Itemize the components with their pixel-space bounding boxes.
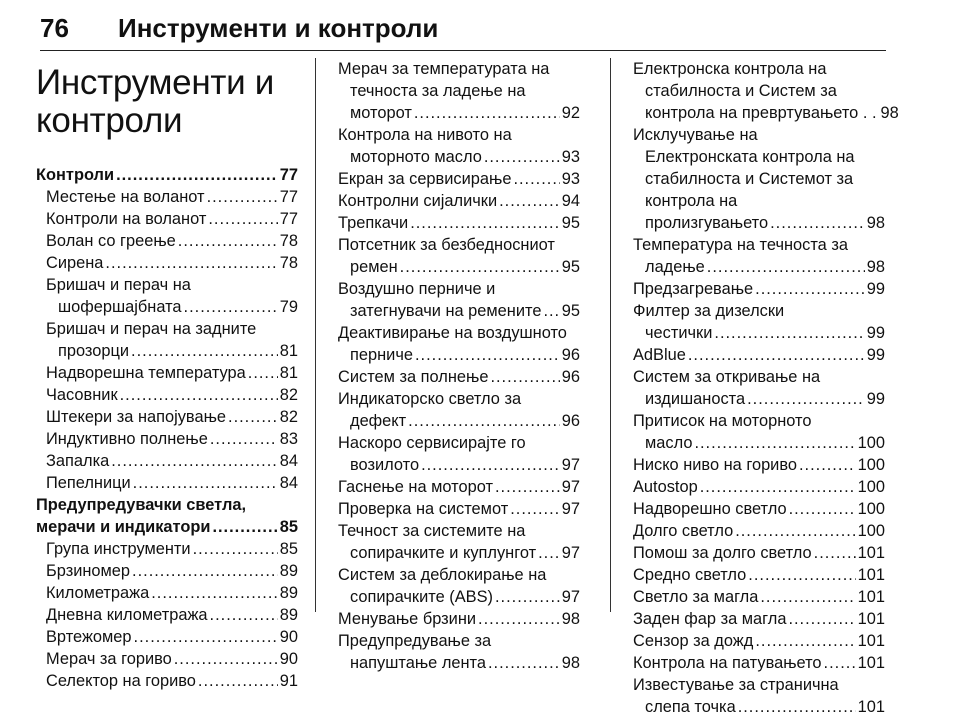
toc-entry-text: Наскоро сервисирајте го: [338, 434, 526, 452]
toc-entry[interactable]: [633, 410, 885, 454]
toc-entry[interactable]: [36, 362, 298, 384]
toc-page-number: 97: [561, 500, 580, 518]
dot-leader: [178, 230, 278, 252]
toc-entry-text: Дневна километража: [46, 606, 208, 624]
dot-leader: [415, 344, 560, 366]
toc-entry-text: дефект: [350, 412, 407, 430]
toc-entry-text: Средно светло: [633, 566, 747, 584]
toc-entry-text: Ниско ниво на гориво: [633, 456, 797, 474]
dot-leader: [770, 212, 865, 234]
dot-leader: [495, 476, 560, 498]
dot-leader: [193, 538, 278, 560]
toc-entry[interactable]: [338, 432, 580, 476]
toc-entry-text: Мерач за температурата на: [338, 60, 550, 78]
toc-entry[interactable]: [633, 366, 885, 410]
dot-leader: [700, 476, 856, 498]
toc-entry-text: Сензор за дожд: [633, 632, 754, 650]
toc-entry[interactable]: [633, 652, 885, 674]
chapter-title-line: контроли: [36, 101, 183, 140]
dot-leader: [488, 652, 560, 674]
toc-entry-text: Километража: [46, 584, 150, 602]
toc-entry-text: Гаснење на моторот: [338, 478, 493, 496]
toc-entry-text: Систем за откривање на: [633, 368, 821, 386]
toc-entry[interactable]: [36, 318, 298, 362]
toc-entry-text: контрола на превртувањето . .: [645, 104, 877, 122]
toc-entry-text: пролизгувањето: [645, 214, 769, 232]
toc-page-number: 98: [561, 610, 580, 628]
toc-entry-text: Воздушно перниче и: [338, 280, 496, 298]
toc-entry-text: Температура на течноста за: [633, 236, 848, 254]
toc-entry-text: Запалка: [46, 452, 110, 470]
dot-leader: [248, 362, 278, 384]
toc-entry[interactable]: [338, 564, 580, 608]
dot-leader: [408, 410, 560, 432]
toc-entry-text: Менување брзини: [338, 610, 477, 628]
toc-entry-text: AdBlue: [633, 346, 686, 364]
toc-entry[interactable]: [36, 626, 298, 648]
toc-page-number: 93: [561, 170, 580, 188]
toc-entry-text: возилото: [350, 456, 420, 474]
toc-entry-text: затегнувачи на ремените: [350, 302, 542, 320]
page-header: [40, 6, 886, 50]
dot-leader: [789, 498, 856, 520]
toc-page-number: 79: [279, 298, 298, 316]
toc-page-number: 99: [866, 280, 885, 298]
toc-entry[interactable]: [36, 538, 298, 560]
dot-leader: [735, 520, 855, 542]
toc-page-number: 96: [561, 368, 580, 386]
toc-page-number: 100: [857, 522, 885, 540]
dot-leader: [207, 186, 278, 208]
toc-page-number: 77: [279, 210, 298, 228]
dot-leader: [748, 564, 855, 586]
dot-leader: [212, 516, 277, 538]
toc-entry[interactable]: [338, 520, 580, 564]
toc-entry-text: Сирена: [46, 254, 104, 272]
toc-entry-text: Индикаторско светло за: [338, 390, 522, 408]
toc-page-number: 95: [561, 258, 580, 276]
toc-column-1: [36, 58, 298, 692]
toc-entry[interactable]: [338, 212, 580, 234]
toc-entry[interactable]: [633, 234, 885, 278]
toc-entry-text: Местење на воланот: [46, 188, 205, 206]
toc-entry[interactable]: [36, 274, 298, 318]
toc-entry-text: Деактивирање на воздушното: [338, 324, 567, 342]
dot-leader: [400, 256, 560, 278]
dot-leader: [499, 190, 560, 212]
toc-page-number: 89: [279, 584, 298, 602]
toc-entry[interactable]: [633, 344, 885, 366]
toc-entry[interactable]: [633, 608, 885, 630]
dot-leader: [174, 648, 278, 670]
dot-leader: [755, 630, 855, 652]
dot-leader: [824, 652, 856, 674]
dot-leader: [131, 340, 278, 362]
toc-entry[interactable]: [36, 384, 298, 406]
toc-entry-text: Контролни сијалички: [338, 192, 498, 210]
toc-entry[interactable]: [338, 124, 580, 168]
toc-entry-text: мерачи и индикатори: [36, 518, 211, 536]
toc-entry-text: Трепкачи: [338, 214, 409, 232]
dot-leader: [484, 146, 560, 168]
toc-entry[interactable]: [36, 208, 298, 230]
toc-entry-text: Проверка на системот: [338, 500, 509, 518]
dot-leader: [421, 454, 560, 476]
toc-entry-text: Известување за странична: [633, 676, 839, 694]
dot-leader: [111, 450, 278, 472]
toc-page-number: 91: [279, 672, 298, 690]
toc-entry[interactable]: [338, 366, 580, 388]
toc-page-number: 100: [857, 478, 885, 496]
toc-entry[interactable]: [633, 586, 885, 608]
toc-page-number: 97: [561, 478, 580, 496]
toc-entry[interactable]: [36, 648, 298, 670]
toc-page-number: 97: [561, 588, 580, 606]
dot-leader: [714, 322, 864, 344]
toc-entry[interactable]: [633, 674, 885, 718]
toc-entry[interactable]: [338, 498, 580, 520]
toc-page-number: 101: [857, 588, 885, 606]
toc-entry[interactable]: [633, 278, 885, 300]
toc-entry-text: Филтер за дизелски: [633, 302, 785, 320]
toc-entry-text: Надворешно светло: [633, 500, 787, 518]
toc-page-number: 84: [279, 452, 298, 470]
toc-entry-text: Autostop: [633, 478, 698, 496]
toc-entry[interactable]: [633, 300, 885, 344]
toc-entry[interactable]: [338, 608, 580, 630]
toc-entry-text: Контрола на нивото на: [338, 126, 512, 144]
dot-leader: [538, 542, 560, 564]
toc-entry[interactable]: [338, 168, 580, 190]
toc-entry-text: Предзагревање: [633, 280, 754, 298]
toc-entry[interactable]: [338, 234, 580, 278]
toc-page-number: 95: [561, 214, 580, 232]
toc-page-number: 85: [279, 518, 298, 536]
dot-leader: [543, 300, 559, 322]
toc-entry[interactable]: [633, 498, 885, 520]
toc-entry[interactable]: [36, 252, 298, 274]
toc-entry-text: масло: [645, 434, 693, 452]
toc-entry[interactable]: [36, 670, 298, 692]
dot-leader: [738, 696, 856, 718]
toc-page-number: 101: [857, 610, 885, 628]
toc-entry-text: Притисок на моторното: [633, 412, 812, 430]
toc-entry-text: Вртежомер: [46, 628, 132, 646]
dot-leader: [814, 542, 856, 564]
dot-leader: [478, 608, 560, 630]
toc-page-number: 98: [561, 654, 580, 672]
toc-entry-text: Исклучување на: [633, 126, 758, 144]
toc-entry[interactable]: [633, 520, 885, 542]
toc-entry-text: Помош за долго светло: [633, 544, 812, 562]
toc-page-number: 97: [561, 544, 580, 562]
page-number: 76: [40, 12, 69, 43]
dot-leader: [694, 432, 855, 454]
toc-entry-text: стабилноста и Систем за: [645, 82, 837, 100]
dot-leader: [513, 168, 559, 190]
toc-column-2: [338, 58, 580, 674]
toc-page-number: 78: [279, 232, 298, 250]
toc-entry-text: Група инструменти: [46, 540, 191, 558]
toc-page-number: 101: [857, 698, 885, 716]
toc-entry-text: ремен: [350, 258, 398, 276]
toc-page-number: 78: [279, 254, 298, 272]
dot-leader: [210, 604, 278, 626]
toc-entry-text: стабилноста и Системот за: [645, 170, 854, 188]
running-title: Инструменти и контроли: [118, 12, 439, 43]
toc-entry[interactable]: [36, 582, 298, 604]
toc-page-number: 89: [279, 562, 298, 580]
dot-leader: [120, 384, 278, 406]
toc-entry-text: шофершајбната: [58, 298, 182, 316]
toc-page-number: 84: [279, 474, 298, 492]
toc-page-number: 81: [279, 364, 298, 382]
toc-entry-text: сопирачките (ABS): [350, 588, 493, 606]
toc-page-number: 98: [866, 258, 885, 276]
header-divider: [40, 50, 886, 51]
toc-page-number: 83: [279, 430, 298, 448]
toc-entry[interactable]: [36, 186, 298, 208]
toc-entry-text: Долго светло: [633, 522, 734, 540]
toc-entry[interactable]: [633, 58, 899, 124]
dot-leader: [747, 388, 865, 410]
toc-page-number: 100: [857, 500, 885, 518]
column-divider: [315, 58, 316, 612]
toc-entry-text: Течност за системите на: [338, 522, 526, 540]
toc-page-number: 101: [857, 654, 885, 672]
toc-entry-text: Контроли: [36, 166, 115, 184]
dot-leader: [116, 164, 278, 186]
toc-page-number: 100: [857, 456, 885, 474]
toc-entry[interactable]: [36, 428, 298, 450]
toc-entry[interactable]: [633, 542, 885, 564]
toc-entry-text: Брзиномер: [46, 562, 131, 580]
dot-leader: [151, 582, 278, 604]
dot-leader: [490, 366, 559, 388]
toc-page-number: 100: [857, 434, 885, 452]
toc-entry[interactable]: [36, 406, 298, 428]
dot-leader: [210, 428, 278, 450]
dot-leader: [495, 586, 560, 608]
toc-entry[interactable]: [633, 564, 885, 586]
toc-page-number: 98: [866, 214, 885, 232]
dot-leader: [132, 560, 278, 582]
toc-entry-text: Заден фар за магла: [633, 610, 787, 628]
toc-entry[interactable]: [633, 124, 885, 234]
toc-entry[interactable]: [633, 476, 885, 498]
toc-entry-text: Потсетник за безбедносниот: [338, 236, 555, 254]
toc-entry-text: Контроли на воланот: [46, 210, 207, 228]
toc-page-number: 82: [279, 408, 298, 426]
dot-leader: [510, 498, 560, 520]
toc-entry[interactable]: [338, 476, 580, 498]
column-divider: [610, 58, 611, 612]
chapter-title: [36, 64, 298, 140]
toc-page-number: 82: [279, 386, 298, 404]
toc-page-number: 95: [561, 302, 580, 320]
dot-leader: [133, 472, 278, 494]
dot-leader: [760, 586, 855, 608]
toc-entry[interactable]: [338, 190, 580, 212]
toc-entry-text: Волан со греење: [46, 232, 176, 250]
chapter-title-line: Инструменти и: [36, 63, 275, 102]
toc-entry-text: честички: [645, 324, 713, 342]
toc-page-number: 101: [857, 632, 885, 650]
toc-entry-text: контрола на: [645, 192, 738, 210]
toc-page-number: 89: [279, 606, 298, 624]
toc-entry[interactable]: [338, 58, 580, 124]
toc-entry[interactable]: [36, 494, 298, 538]
toc-page-number: 93: [561, 148, 580, 166]
dot-leader: [707, 256, 865, 278]
toc-entry-text: ладење: [645, 258, 705, 276]
toc-entry-text: прозорци: [58, 342, 130, 360]
toc-entry-text: Светло за магла: [633, 588, 759, 606]
toc-page-number: 98: [880, 104, 899, 122]
toc-entry-text: Надворешна температура: [46, 364, 246, 382]
toc-entry[interactable]: [36, 230, 298, 252]
toc-column-3: [633, 58, 899, 718]
toc-entry-text: Мерач за гориво: [46, 650, 172, 668]
dot-leader: [799, 454, 856, 476]
toc-page-number: 96: [561, 412, 580, 430]
dot-leader: [414, 102, 560, 124]
toc-entry[interactable]: [338, 322, 580, 366]
toc-entry-text: моторот: [350, 104, 412, 122]
dot-leader: [788, 608, 855, 630]
dot-leader: [208, 208, 277, 230]
toc-entry[interactable]: [36, 450, 298, 472]
toc-entry-text: Електронската контрола на: [645, 148, 855, 166]
dot-leader: [755, 278, 865, 300]
toc-entry-text: Индуктивно полнење: [46, 430, 208, 448]
toc-entry-text: Бришач и перач на задните: [46, 320, 257, 338]
toc-page-number: 101: [857, 544, 885, 562]
toc-page-number: 94: [561, 192, 580, 210]
toc-page-number: 99: [866, 324, 885, 342]
toc-entry-text: Бришач и перач на: [46, 276, 191, 294]
toc-entry-text: течноста за ладење на: [350, 82, 526, 100]
toc-page-number: 99: [866, 390, 885, 408]
toc-entry-text: Селектор на гориво: [46, 672, 196, 690]
dot-leader: [105, 252, 277, 274]
toc-entry-text: слепа точка: [645, 698, 736, 716]
toc-page-number: 81: [279, 342, 298, 360]
toc-page-number: 77: [279, 188, 298, 206]
toc-page-number: 85: [279, 540, 298, 558]
toc-entry-text: напуштање лента: [350, 654, 486, 672]
toc-entry-text: Предупредувачки светла,: [36, 496, 247, 514]
dot-leader: [688, 344, 865, 366]
dot-leader: [410, 212, 560, 234]
toc-page-number: 90: [279, 628, 298, 646]
toc-entry-text: Систем за полнење: [338, 368, 489, 386]
toc-entry[interactable]: [338, 388, 580, 432]
toc-entry-text: Систем за деблокирање на: [338, 566, 547, 584]
toc-entry-text: Контрола на патувањето: [633, 654, 822, 672]
toc-page-number: 101: [857, 566, 885, 584]
dot-leader: [198, 670, 278, 692]
toc-entry-text: Предупредување за: [338, 632, 492, 650]
toc-page-number: 99: [866, 346, 885, 364]
toc-entry[interactable]: [36, 560, 298, 582]
toc-entry[interactable]: [338, 278, 580, 322]
toc-entry-text: Екран за сервисирање: [338, 170, 512, 188]
toc-page-number: 90: [279, 650, 298, 668]
toc-entry-text: Електронска контрола на: [633, 60, 827, 78]
toc-entry-text: Штекери за напојување: [46, 408, 227, 426]
toc-entry-text: сопирачките и куплунгот: [350, 544, 537, 562]
toc-page-number: 77: [279, 166, 298, 184]
dot-leader: [228, 406, 278, 428]
dot-leader: [134, 626, 278, 648]
toc-page-number: 96: [561, 346, 580, 364]
toc-page-number: 92: [561, 104, 580, 122]
toc-entry[interactable]: [36, 472, 298, 494]
toc-entry-text: Пепелници: [46, 474, 131, 492]
toc-entry[interactable]: [36, 164, 298, 186]
toc-entry[interactable]: [633, 454, 885, 476]
toc-entry-text: издишаноста: [645, 390, 746, 408]
toc-entry[interactable]: [36, 604, 298, 626]
dot-leader: [184, 296, 278, 318]
toc-entry[interactable]: [633, 630, 885, 652]
toc-page-number: 97: [561, 456, 580, 474]
toc-entry-text: Часовник: [46, 386, 118, 404]
toc-entry-text: моторното масло: [350, 148, 482, 166]
toc-entry-text: перниче: [350, 346, 413, 364]
toc-entry[interactable]: [338, 630, 580, 674]
